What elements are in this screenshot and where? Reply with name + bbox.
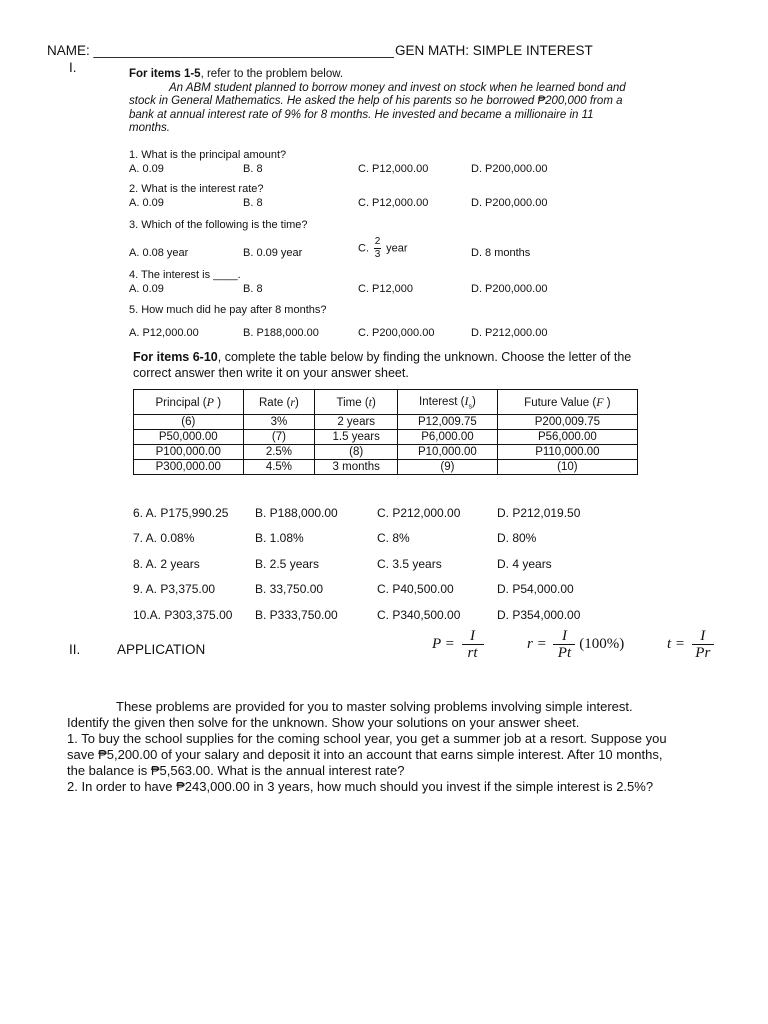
item-7-option-b: B. 1.08% xyxy=(255,531,304,545)
q3-option-c-suffix: year xyxy=(386,242,408,255)
item-7-option-c: C. 8% xyxy=(377,531,410,545)
question-4: 4. The interest is ____. xyxy=(129,269,241,281)
item-9-option-a: 9. A. P3,375.00 xyxy=(133,582,216,596)
table-row xyxy=(134,415,638,430)
question-5: 5. How much did he pay after 8 months? xyxy=(129,304,327,316)
table-cell: P10,000.00 xyxy=(398,445,498,460)
q5-option-a: A. P12,000.00 xyxy=(129,327,199,339)
question-1: 1. What is the principal amount? xyxy=(129,149,287,161)
table-cell: (10) xyxy=(497,460,637,475)
item-10-option-a: 10.A. P303,375.00 xyxy=(133,608,233,622)
formula-rate-fraction: $\frac{I}{Pt}$ xyxy=(553,628,575,661)
q2-option-b: B. 8 xyxy=(243,197,263,209)
table-cell: 3 months xyxy=(315,460,398,475)
item-10-option-b: B. P333,750.00 xyxy=(255,608,338,622)
page-title: GEN MATH: SIMPLE INTEREST xyxy=(395,43,593,58)
application-title: APPLICATION xyxy=(117,642,206,657)
item-8-option-c: C. 3.5 years xyxy=(377,557,442,571)
q4-option-a: A. 0.09 xyxy=(129,283,164,295)
q2-option-a: A. 0.09 xyxy=(129,197,164,209)
item-8-option-b: B. 2.5 years xyxy=(255,557,320,571)
section2-intro-rest: , complete the table below by finding the unknown. Choose the letter of the correct answer then write it on your answer sheet. xyxy=(133,350,632,380)
q4-option-d: D. P200,000.00 xyxy=(471,283,548,295)
table-cell: 3% xyxy=(243,415,315,430)
table-row xyxy=(134,460,638,475)
header-future-value: Future Value (F ) xyxy=(497,390,637,415)
name-line: NAME: ________________________________________ xyxy=(47,43,394,58)
q3-fraction-den: 3 xyxy=(374,249,381,260)
item-8-option-d: D. 4 years xyxy=(497,557,552,571)
table-cell: P56,000.00 xyxy=(497,430,637,445)
question-3: 3. Which of the following is the time? xyxy=(129,219,308,231)
table-cell: P12,009.75 xyxy=(398,415,498,430)
application-problem-2: 2. In order to have ₱243,000.00 in 3 years, how much should you invest if the simple interest is 2.5%? xyxy=(67,779,654,794)
q5-option-b: B. P188,000.00 xyxy=(243,327,319,339)
q1-option-c: C. P12,000.00 xyxy=(358,163,429,175)
header-interest: Interest $(I_s)$ xyxy=(398,390,498,415)
q5-option-c: C. P200,000.00 xyxy=(358,327,435,339)
item-7-option-d: D. 80% xyxy=(497,531,537,545)
formula-principal: P = $\frac{I}{rt}$ xyxy=(432,628,484,661)
section2-intro xyxy=(133,349,653,381)
table-cell: P50,000.00 xyxy=(134,430,244,445)
table-cell: (7) xyxy=(243,430,315,445)
item-9-option-b: B. 33,750.00 xyxy=(255,582,324,596)
item-6-option-d: D. P212,019.50 xyxy=(497,506,581,520)
q2-option-d: D. P200,000.00 xyxy=(471,197,548,209)
table-header-row xyxy=(134,390,638,415)
q1-option-b: B. 8 xyxy=(243,163,263,175)
intro-rest: , refer to the problem below. xyxy=(200,68,344,80)
application-text xyxy=(67,699,667,795)
q3-fraction-num: 2 xyxy=(374,236,381,247)
item-9-option-d: D. P54,000.00 xyxy=(497,582,574,596)
table-cell: P100,000.00 xyxy=(134,445,244,460)
item-6-option-a: 6. A. P175,990.25 xyxy=(133,506,229,520)
simple-interest-table xyxy=(133,389,638,475)
header-rate: Rate (r) xyxy=(243,390,315,415)
item-10-option-d: D. P354,000.00 xyxy=(497,608,581,622)
formula-rate: r = $\frac{I}{Pt}$ (100%) xyxy=(527,628,625,661)
q4-option-c: C. P12,000 xyxy=(358,283,414,295)
q2-option-c: C. P12,000.00 xyxy=(358,197,429,209)
section2-intro-bold: For items 6-10 xyxy=(133,350,218,364)
item-10-option-c: C. P340,500.00 xyxy=(377,608,461,622)
table-cell: (9) xyxy=(398,460,498,475)
q3-option-c xyxy=(358,237,408,260)
header-principal: Principal (P ) xyxy=(134,390,244,415)
q3-option-d: D. 8 months xyxy=(471,247,531,259)
table-cell: (8) xyxy=(315,445,398,460)
q3-fraction xyxy=(374,237,381,260)
table-cell: 4.5% xyxy=(243,460,315,475)
formula-time-fraction: $\frac{I}{Pr}$ xyxy=(692,628,714,661)
formula-principal-fraction: $\frac{I}{rt}$ xyxy=(462,628,484,661)
header-time: Time (t) xyxy=(315,390,398,415)
table-cell: 1.5 years xyxy=(315,430,398,445)
q1-option-a: A. 0.09 xyxy=(129,163,164,175)
question-2: 2. What is the interest rate? xyxy=(129,183,264,195)
q3-option-c-prefix: C. xyxy=(358,242,369,255)
table-cell: (6) xyxy=(134,415,244,430)
application-intro: These problems are provided for you to master solving problems involving simple interest. Identify the given then solve for the unknown. Show your solutions on your answer sheet. xyxy=(67,699,633,730)
formula-time: t = $\frac{I}{Pr}$ xyxy=(667,628,714,661)
section-numeral-1: I. xyxy=(69,60,77,75)
table-cell: P110,000.00 xyxy=(497,445,637,460)
q5-option-d: D. P212,000.00 xyxy=(471,327,548,339)
item-6-option-c: C. P212,000.00 xyxy=(377,506,461,520)
problem-text: An ABM student planned to borrow money and invest on stock when he learned bond and stock in General Mathematics. He asked the help of his parents so he borrowed ₱200,000 from a bank at annual interest rate of 9% for 8 months. He invested and became a millionaire in 11 months. xyxy=(129,81,626,134)
table-row xyxy=(134,445,638,460)
item-7-option-a: 7. A. 0.08% xyxy=(133,531,195,545)
application-problem-1: 1. To buy the school supplies for the coming school year, you get a summer job at a resort. Suppose you save ₱5,200.00 of your salary and deposit it into an account that earns simple interest. After 10 months, the balance is ₱5,563.00. What is the annual interest rate? xyxy=(67,731,667,778)
section-numeral-2: II. xyxy=(69,642,81,657)
intro-bold: For items 1-5 xyxy=(129,68,201,80)
table-row xyxy=(134,430,638,445)
q1-option-d: D. P200,000.00 xyxy=(471,163,548,175)
item-8-option-a: 8. A. 2 years xyxy=(133,557,200,571)
table-cell: P300,000.00 xyxy=(134,460,244,475)
table-cell: 2 years xyxy=(315,415,398,430)
q3-option-a: A. 0.08 year xyxy=(129,247,189,259)
section1-intro xyxy=(129,68,629,136)
item-9-option-c: C. P40,500.00 xyxy=(377,582,454,596)
q3-option-b: B. 0.09 year xyxy=(243,247,303,259)
q4-option-b: B. 8 xyxy=(243,283,263,295)
item-6-option-b: B. P188,000.00 xyxy=(255,506,338,520)
table-cell: 2.5% xyxy=(243,445,315,460)
table-cell: P6,000.00 xyxy=(398,430,498,445)
table-cell: P200,009.75 xyxy=(497,415,637,430)
